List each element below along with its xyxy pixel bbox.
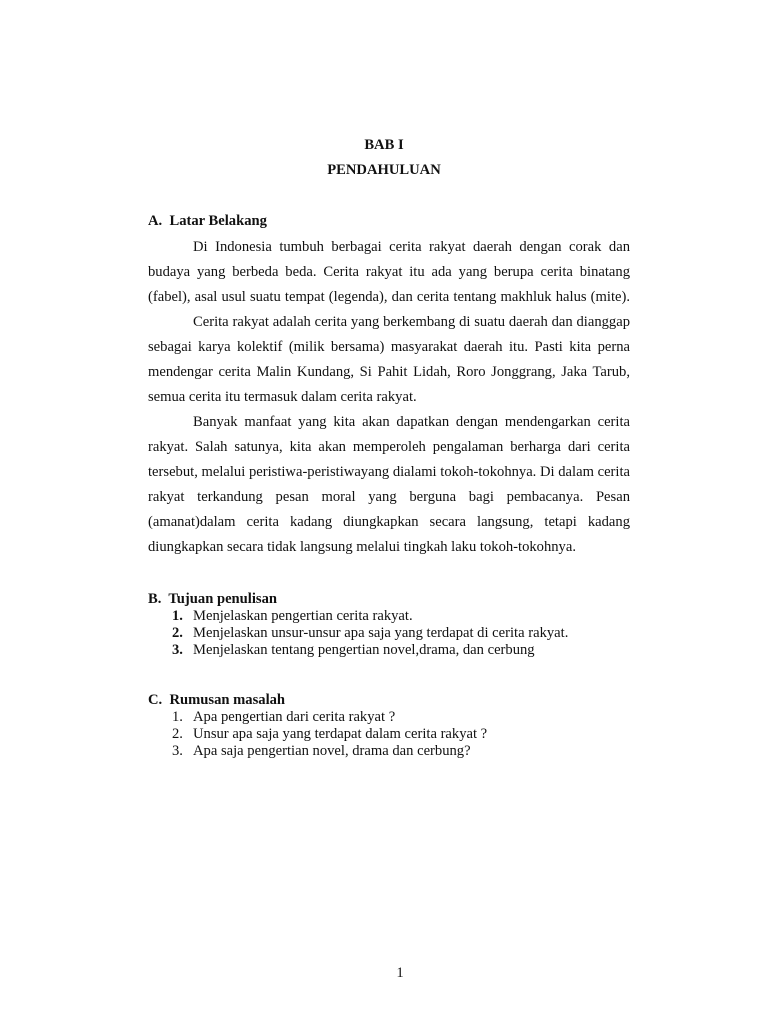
section-c-heading: C. Rumusan masalah <box>148 692 286 708</box>
list-number: 3. <box>172 743 183 759</box>
list-item: Unsur apa saja yang terdapat dalam cerita rakyat ? <box>193 726 488 742</box>
list-number: 1. <box>172 709 183 725</box>
paragraph-line: Di Indonesia tumbuh berbagai cerita rakyat daerah dengan corak dan <box>193 239 630 255</box>
list-item: Apa saja pengertian novel, drama dan cerbung? <box>193 743 471 759</box>
paragraph-line: Banyak manfaat yang kita akan dapatkan dengan mendengarkan cerita <box>193 414 630 430</box>
paragraph-line: semua cerita itu termasuk dalam cerita rakyat. <box>148 389 417 405</box>
paragraph-line: Cerita rakyat adalah cerita yang berkembang di suatu daerah dan dianggap <box>193 314 630 330</box>
list-number: 3. <box>172 642 183 658</box>
list-item: Menjelaskan tentang pengertian novel,drama, dan cerbung <box>193 642 535 658</box>
paragraph-line: sebagai karya kolektif (milik bersama) masyarakat daerah itu. Pasti kita perna <box>148 339 630 355</box>
chapter-subtitle: PENDAHULUAN <box>327 162 441 178</box>
list-item: Apa pengertian dari cerita rakyat ? <box>193 709 396 725</box>
paragraph-line: budaya yang berbeda beda. Cerita rakyat itu ada yang berupa cerita binatang <box>148 264 630 280</box>
list-number: 2. <box>172 726 183 742</box>
paragraph-line: (amanat)dalam cerita kadang diungkapkan secara langsung, tetapi kadang <box>148 514 630 530</box>
list-number: 1. <box>172 608 183 624</box>
list-item: Menjelaskan unsur-unsur apa saja yang terdapat di cerita rakyat. <box>193 625 569 641</box>
section-b-heading: B. Tujuan penulisan <box>148 591 277 607</box>
paragraph-line: rakyat. Salah satunya, kita akan memperoleh pengalaman berharga dari cerita <box>148 439 630 455</box>
paragraph-line: diungkapkan secara tidak langsung melalui tingkah laku tokoh-tokohnya. <box>148 539 576 555</box>
list-number: 2. <box>172 625 183 641</box>
list-item: Menjelaskan pengertian cerita rakyat. <box>193 608 413 624</box>
paragraph-line: rakyat terkandung pesan moral yang berguna bagi pembacanya. Pesan <box>148 489 630 505</box>
page-number: 1 <box>396 965 404 981</box>
chapter-title: BAB I <box>364 137 404 153</box>
section-a-heading: A. Latar Belakang <box>148 213 267 229</box>
paragraph-line: tersebut, melalui peristiwa-peristiwayang dialami tokoh-tokohnya. Di dalam cerita <box>148 464 630 480</box>
paragraph-line: mendengar cerita Malin Kundang, Si Pahit Lidah, Roro Jonggrang, Jaka Tarub, <box>148 364 630 380</box>
paragraph-line: (fabel), asal usul suatu tempat (legenda), dan cerita tentang makhluk halus (mite). <box>148 289 630 305</box>
